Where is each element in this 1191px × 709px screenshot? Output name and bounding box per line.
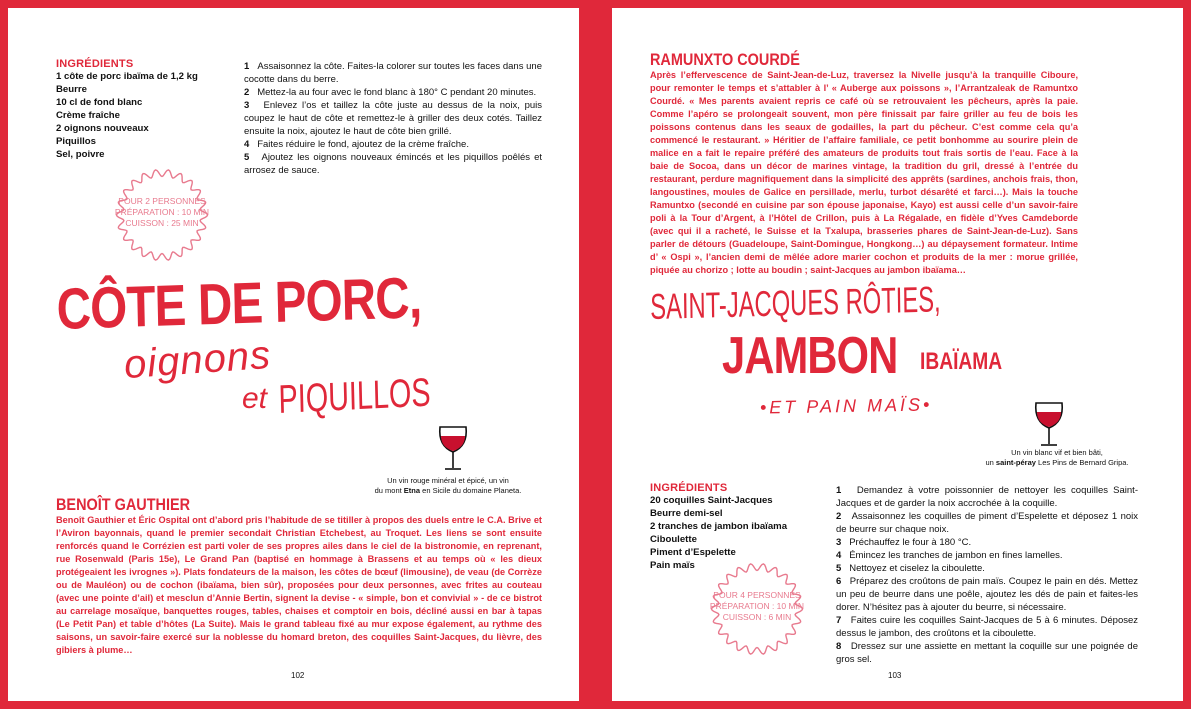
wine-glass-icon	[1032, 400, 1066, 450]
step-number: 7	[836, 615, 842, 626]
left-page	[8, 8, 579, 701]
stamp-cook: CUISSON : 6 MIN	[722, 612, 792, 622]
stamp-text	[113, 196, 211, 229]
recipe-title-connector: et	[242, 382, 268, 415]
step-text: Préparez des croûtons de pain maïs. Coupez le pain en dés. Mettez un peu de beurre dans une poêle, ajoutez les dés de pain et faites-les dorer. N’hésitez pas à ajouter du beurre, si nécessaire.	[836, 576, 1138, 613]
wine-glass-icon	[436, 424, 470, 474]
step-text: Assaisonnez les coquilles de piment d’Espelette et déposez 1 noix de beurre sur chaque noix.	[836, 511, 1138, 535]
step-text: Ajoutez les oignons nouveaux émincés et les piquillos poêlés et arrosez de sauce.	[244, 152, 543, 176]
wine-caption-suffix: en Sicile du domaine Planeta.	[420, 486, 522, 495]
right-page	[612, 8, 1183, 701]
step-text: Faites cuire les coquilles Saint-Jacques de 5 à 6 minutes. Déposez dessus le jambon, des croûtons et la ciboulette.	[836, 615, 1139, 639]
right-recipe-steps	[836, 484, 1138, 666]
recipe-title-sub: oignons	[122, 332, 273, 388]
wine-pairing-caption	[348, 476, 548, 496]
step-number: 3	[836, 537, 842, 548]
step-number: 8	[836, 641, 842, 652]
step-number: 4	[836, 550, 842, 561]
step-number: 3	[244, 100, 250, 111]
left-servings-stamp	[113, 166, 211, 264]
page-number: 102	[291, 671, 305, 680]
chef-bio-title: BENOÎT GAUTHIER	[56, 495, 191, 514]
recipe-title-main: SAINT-JACQUES RÔTIES,	[650, 278, 941, 327]
step-number: 6	[836, 576, 842, 587]
chef-bio-text: Benoît Gauthier et Éric Ospital ont d’abord pris l’habitude de se titiller à propos des duels entre le C.A. Brive et l’Aviron bayonnais, quand le premier secondait Christian Etchebest, au Troquet. Les liens se sont ensuite renforcés quand le Corrézien est parti voler de ses propres ailes dans le ciel de la bistronomie, en reprenant, rue Rosenwald (Paris 15e), Le Grand Pan (baptisé en hommage à Brassens et au temps où « les dieux protégeaient les ivrognes »). Plats fondateurs de la maison, les côtes de bœuf (limousine), de veau (de Corrèze ou de Mauléon) ou de cochon (ibaïama, bien sûr), proposées pour deux personnes, avec frites au couteau (avec une pointe d’ail) et mesclun d’Annie Bertin, signent la devise - « simple, bon et convivial » - de ce bistrot au carrelage mosaïque, banquettes rouges, tables, chaises et comptoir en bois, décliné aussi en bar à tapas (Le Petit Pan) et table d’hôtes (La Suite). Mais le grand tableau fixé au mur expose également, au rythme des saisons, un savoir-faire exercé sur la noblesse du homard breton, des coquilles Saint-Jacques, du lièvre, des gibiers à plume…	[56, 515, 542, 655]
recipe-title-highlight: JAMBON	[722, 327, 898, 385]
ingredients-list	[56, 70, 236, 161]
page-border-right	[1183, 0, 1191, 709]
recipe-step	[836, 575, 1138, 614]
step-text: Faites réduire le fond, ajoutez de la crème fraîche.	[257, 139, 469, 150]
step-number: 5	[836, 563, 842, 574]
step-text: Dressez sur une assiette en mettant la coquille sur une poignée de gros sel.	[836, 641, 1139, 665]
left-ingredients	[56, 58, 236, 161]
right-servings-stamp	[708, 560, 806, 658]
stamp-prep: PRÉPARATION : 10 MIN	[709, 601, 805, 611]
step-text: Enlevez l’os et taillez la côte juste au dessus de la noix, puis coupez le haut de côte et remettez-le à griller des deux cotés. Taillez ensuite la noix, ajoutez le haut de côte bien grillé.	[244, 100, 542, 137]
recipe-step	[836, 614, 1138, 640]
stamp-servings: POUR 2 PERSONNES	[118, 196, 206, 206]
wine-caption-suffix: Les Pins de Bernard Gripa.	[1035, 458, 1129, 467]
step-text: Mettez-la au four avec le fond blanc à 180° C pendant 20 minutes.	[257, 87, 537, 98]
wine-caption-line1: Un vin blanc vif et bien bâti,	[1011, 448, 1103, 457]
ingredients-title: INGRÉDIENTS	[650, 482, 728, 494]
step-number: 2	[244, 87, 250, 98]
step-text: Assaisonnez la côte. Faites-la colorer sur toutes les faces dans une cocotte dans du berre.	[244, 61, 542, 85]
ingredient-item: Pain maïs	[650, 560, 695, 571]
stamp-prep: PRÉPARATION : 10 MIN	[114, 207, 210, 217]
recipe-step	[836, 484, 1138, 510]
ingredient-item: Crème fraîche	[56, 110, 120, 121]
wine-caption-line1: Un vin rouge minéral et épicé, un vin	[387, 476, 509, 485]
ingredients-title: INGRÉDIENTS	[56, 58, 134, 70]
step-text: Émincez les tranches de jambon en fines lamelles.	[849, 550, 1063, 561]
ingredient-item: Piquillos	[56, 136, 96, 147]
recipe-title-tail: PIQUILLOS	[278, 370, 432, 422]
ingredient-item: Piment d’Espelette	[650, 547, 736, 558]
step-number: 4	[244, 139, 250, 150]
wine-caption-line2	[952, 458, 1162, 468]
ingredient-item: 20 coquilles Saint-Jacques	[650, 495, 773, 506]
ingredient-item: Ciboulette	[650, 534, 697, 545]
ingredient-item: Beurre demi-sel	[650, 508, 723, 519]
recipe-step	[836, 562, 1138, 575]
step-number: 2	[836, 511, 842, 522]
stamp-text	[708, 590, 806, 623]
step-number: 1	[836, 485, 842, 496]
step-number: 1	[244, 61, 250, 72]
recipe-step	[244, 99, 542, 138]
ingredient-item: 1 côte de porc ibaïma de 1,2 kg	[56, 71, 198, 82]
recipe-step	[244, 86, 542, 99]
page-border-left	[0, 0, 8, 709]
step-text: Demandez à votre poissonnier de nettoyer les coquilles Saint-Jacques et de garder la noix accrochée à la coquille.	[836, 485, 1138, 509]
right-ingredients	[650, 482, 830, 572]
stamp-servings: POUR 4 PERSONNES	[713, 590, 801, 600]
recipe-step	[836, 549, 1138, 562]
step-text: Préchauffez le four à 180 °C.	[849, 537, 972, 548]
ingredient-item: 10 cl de fond blanc	[56, 97, 143, 108]
recipe-step	[836, 640, 1138, 666]
ingredient-item: Sel, poivre	[56, 149, 105, 160]
wine-caption-line2	[348, 486, 548, 496]
recipe-step	[836, 536, 1138, 549]
recipe-step	[244, 138, 542, 151]
chef-bio-text: Après l’effervescence de Saint-Jean-de-Luz, traversez la Nivelle jusqu’à la tranquille Ciboure, pour remonter le temps et s’attabler à l’ « Auberge aux poissons », l’Arrantzaleak de Ramuntxo Courdé. « Mes parents avaient repris ce café où se retrouvaient les pêcheurs, après la paie. Comme l’apéro se prolongeait souvent, mon père finissait par faire griller au feu de bois les poissons contenus dans les seaux de godailles, la part du pêcheur. C’est comme cela qu’a commencé le restaurant. » Héritier de l’affaire familiale, ce petit bonhomme au sourire plein de malice en a fait le repaire préféré des amateurs de produits tout frais sortis de l’eau. Face à la baie de Socoa, dans un décor de marines vintage, la tradition du gril, dressé à l’entrée du restaurant, perdure magnifiquement dans la simplicité des apprêts (sardines, anchois frais, thon, langoustines, moules de Galice en persillade, merlu, turbot désarêté et farci…). Mais la touche Ramuntxo (secondé en cuisine par son épouse japonaise, Kayo) est aussi celle d’un savoir-faire poli à la Tour d’Argent, à l’Hôtel de Crillon, puis à La Régalade, en fidèle d’Yves Camdeborde (avec qui il a racheté, le Suisse et la Txalupa, brasseries phares de Saint-Jean-de-Luz). Sans parler de détours (Guadeloupe, Saint-Domingue, Hongkong…) au dépaysement formateur. Intime d’ « Ospi », l’ancien demi de mêlée adore marier cochon et produits de la mer : morue grillée, piquée au chorizo ; lotte au boudin ; saint-Jacques au jambon ibaïama…	[650, 70, 1078, 275]
ingredient-item: 2 oignons nouveaux	[56, 123, 149, 134]
step-text: Nettoyez et ciselez la ciboulette.	[849, 563, 985, 574]
chef-bio-title: RAMUNXTO COURDÉ	[650, 50, 800, 69]
recipe-step	[244, 151, 542, 177]
step-number: 5	[244, 152, 250, 163]
wine-caption-prefix: un	[985, 458, 996, 467]
page-gutter	[579, 0, 612, 709]
recipe-title-main: CÔTE DE PORC,	[56, 265, 422, 342]
page-number: 103	[888, 671, 902, 680]
recipe-step	[836, 510, 1138, 536]
stamp-cook: CUISSON : 25 MIN	[125, 218, 199, 228]
recipe-title-sub: •ET PAIN MAÏS•	[759, 394, 933, 418]
wine-caption-name: saint-péray	[995, 458, 1036, 467]
ingredient-item: Beurre	[56, 84, 87, 95]
recipe-title-highlight-suffix: IBAÏAMA	[920, 348, 1003, 375]
wine-pairing-caption	[952, 448, 1162, 468]
recipe-step	[244, 60, 542, 86]
left-recipe-steps	[244, 60, 542, 177]
wine-caption-prefix: du mont	[374, 486, 404, 495]
wine-caption-name: Etna	[403, 486, 421, 495]
ingredient-item: 2 tranches de jambon ibaïama	[650, 521, 788, 532]
